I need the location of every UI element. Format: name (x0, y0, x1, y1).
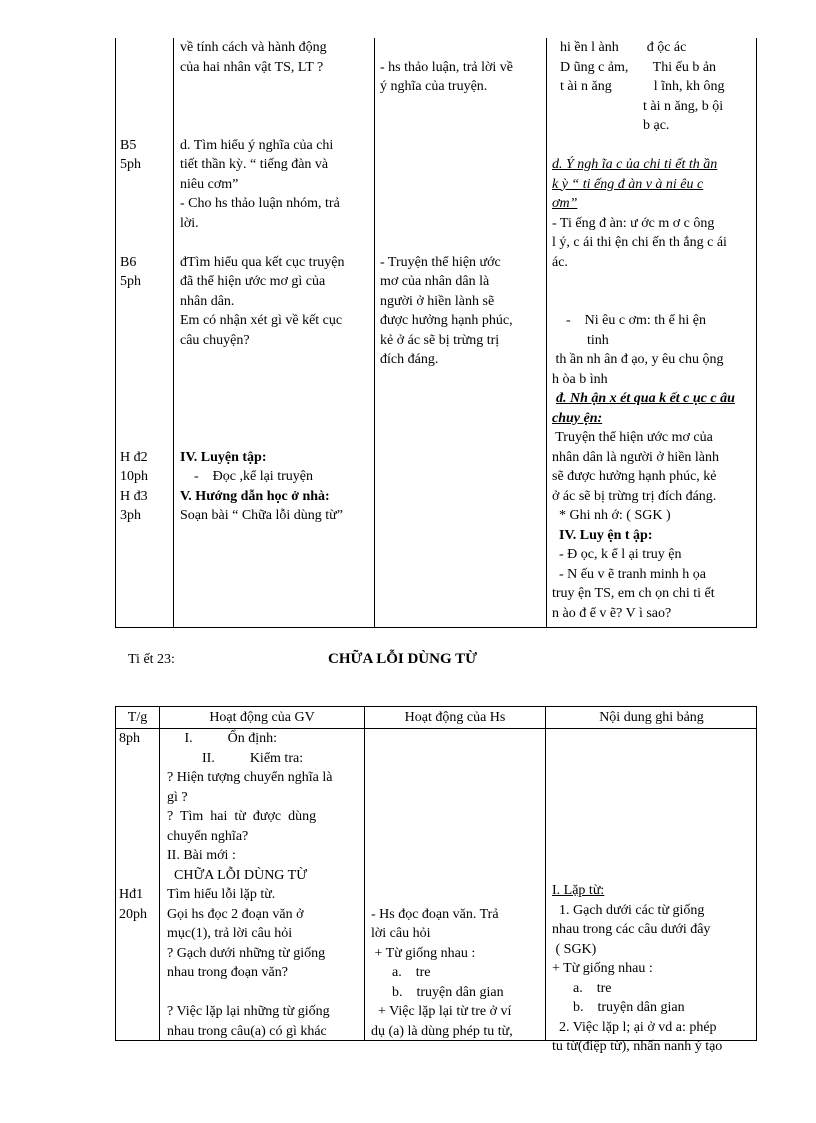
teacher-activity-column: về tính cách và hành động của hai nhân vật TS, LT ? d. Tìm hiểu ý nghĩa của chi tiết thần kỳ. “ tiếng đàn và niêu cơm” - Cho hs thảo luận nhóm, trả lời. đTìm hiểu qua kết cục truyện đã thể hiện ước mơ gì của nhân dân. Em có nhận xét gì về kết cục câu chuyện? IV. Luyện tập: - Đọc ,kể lại truyện V. Hướng dẫn học ở nhà: Soạn bài “ Chữa lỗi dùng từ” (174, 38, 374, 526)
conclusion-heading: đ. Nh ận x ét qua k ết c ục c âu (556, 391, 735, 406)
repetition-heading: I. Lặp từ: (552, 883, 605, 898)
board-content-column: hi ền l ành đ ộc ác D ũng c ảm, Thi ếu b ản t ài n ăng l ĩnh, kh ông t ài n ăng, b ội b ạc. d. Ý ngh ĩa c ủa chi ti ết th ần k ỳ “ ti ếng đ àn v à ni êu c ơm” - Ti ếng đ àn: ư ớc m ơ c ông l ý, c ái thi ện chi ến th ắng c ái ác. - Ni êu c ơm: th ể hi ện tinh th ần nh ân đ ạo, y êu chu ộng h òa b ình đ. Nh ận x ét qua k ết c ục c âu chuy ện: Truyện thể hiện ước mơ của nhân dân là người ở hiền lành sẽ được hưởng hạnh phúc, kẻ ở ác sẽ bị trừng trị đích đáng. * Ghi nh ớ: ( SGK ) IV. Luy ện t ập: - Đ ọc, k ể l ại truy ện - N ếu v ẽ tranh minh h ọa truy ện TS, em ch ọn chi ti ết n ào đ ể v ẽ? V ì sao? (547, 38, 757, 623)
lesson-label: Ti ết 23: (128, 652, 175, 667)
header-board: Nội dung ghi bảng (599, 710, 704, 725)
student-activity-column: - hs thảo luận, trả lời về ý nghĩa của truyện. - Truyện thể hiện ước mơ của nhân dân là người ở hiền lành sẽ được hưởng hạnh phúc, kẻ ở ác sẽ bị trừng trị đích đáng. (380, 59, 513, 367)
meaning-heading: d. Ý ngh ĩa c ủa chi ti ết th ần (552, 157, 718, 172)
header-student: Hoạt động của Hs (404, 710, 506, 725)
lesson-plan-table (115, 706, 757, 1054)
practice-heading: IV. Luyện tập: (180, 449, 267, 465)
student-activity-column: - Hs đọc đoạn văn. Trả lời câu hỏi + Từ giống nhau : a. tre b. truyện dân gian + Việc lặp lại từ tre ở ví dụ (a) là dùng phép tu từ, (371, 906, 513, 1039)
header-teacher: Hoạt động của GV (209, 710, 315, 725)
homework-heading: V. Hướng dẫn học ở nhà: (180, 488, 330, 504)
teacher-activity-column: I. Ổn định: II. Kiểm tra: ? Hiện tượng chuyển nghĩa là gì ? ? Tìm hai từ được dùng chuyển nghĩa? II. Bài mới : CHỮA LỖI DÙNG TỪ Tìm hiểu lỗi lặp từ. Gọi hs đọc 2 đoạn văn ở mục(1), trả lời câu hỏi ? Gạch dưới những từ giống nhau trong đoạn văn? ? Việc lặp lại những từ giống nhau trong câu(a) có gì khác (167, 731, 333, 1039)
header-time: T/g (127, 710, 148, 725)
lesson-table-continued (115, 38, 757, 628)
lesson-title: CHỮA LỖI DÙNG TỪ (328, 651, 478, 667)
time-column: 8ph Hđ1 20ph (119, 731, 147, 922)
time-column: B5 5ph B6 5ph H đ2 10ph H đ3 3ph (120, 137, 148, 523)
board-content-column: I. Lặp từ: 1. Gạch dưới các từ giống nhau trong các câu dưới đây ( SGK) + Từ giống nhau : a. tre b. truyện dân gian 2. Việc lặp l; ại ở vd a: phép tu từ(điệp từ), nhấn nanh ý tạo (546, 729, 757, 1057)
